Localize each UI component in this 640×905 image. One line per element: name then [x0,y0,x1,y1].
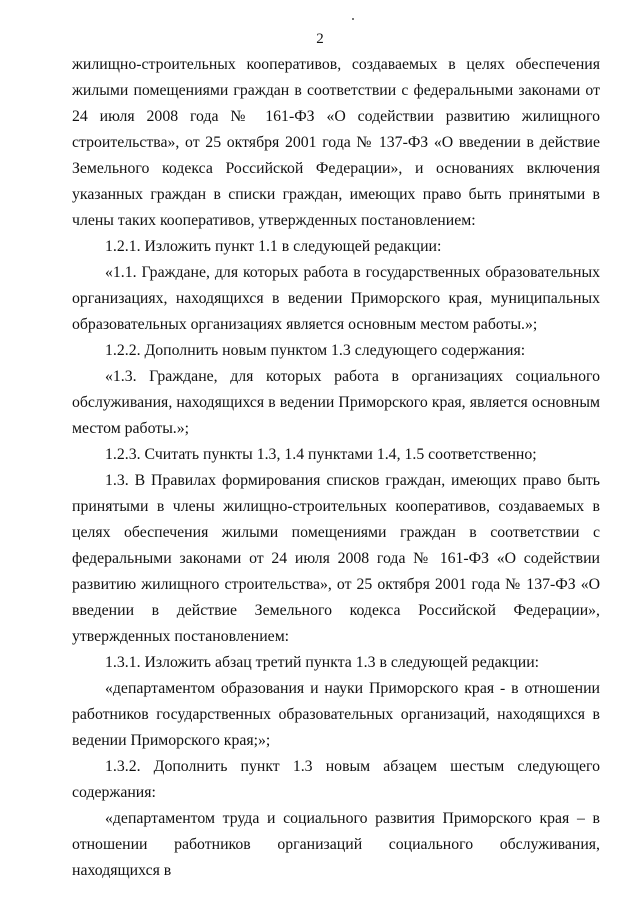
paragraph-quote-1-3: «1.3. Граждане, для которых работа в организациях социального обслуживания, находящихся в ведении Приморского края, является основным местом работы.»; [72,368,600,437]
paragraph-1-2-2: 1.2.2. Дополнить новым пунктом 1.3 следующего содержания: [105,342,526,359]
scan-mark [352,18,354,20]
document-body [72,52,600,884]
paragraph-quote-dept-labor: «департаментом труда и социального развития Приморского края – в отношении работников организаций социального обслуживания, находящихся в [72,810,600,879]
paragraph-1-3-2: 1.3.2. Дополнить пункт 1.3 новым абзацем шестым следующего содержания: [72,758,600,801]
page-number: 2 [316,31,324,47]
paragraph-1-2-3: 1.2.3. Считать пункты 1.3, 1.4 пунктами 1.4, 1.5 соответственно; [105,446,537,463]
paragraph-1-3-1: 1.3.1. Изложить абзац третий пункта 1.3 в следующей редакции: [105,654,540,671]
paragraph-continuation: жилищно-строительных кооперативов, создаваемых в целях обеспечения жилыми помещениями граждан в соответствии с федеральными законами от 24 июля 2008 года № 161-ФЗ «О содействии развитию жилищного строительства», от 25 октября 2001 года № 137-ФЗ «О введении в действие Земельного кодекса Российской Федерации», и основаниях включения указанных граждан в списки граждан, имеющих право быть принятыми в члены таких кооперативов, утвержденных постановлением: [72,56,600,229]
paragraph-quote-1-1: «1.1. Граждане, для которых работа в государственных образовательных организациях, находящихся в ведении Приморского края, муниципальных образовательных организациях является основным местом работы.»; [72,264,600,333]
paragraph-1-2-1: 1.2.1. Изложить пункт 1.1 в следующей редакции: [105,238,442,255]
paragraph-1-3: 1.3. В Правилах формирования списков граждан, имеющих право быть принятыми в члены жилищно-строительных кооперативов, создаваемых в целях обеспечения жилыми помещениями граждан в соответствии с федеральными законами от 24 июля 2008 года № 161-ФЗ «О содействии развитию жилищного строительства», от 25 октября 2001 года № 137-ФЗ «О введении в действие Земельного кодекса Российской Федерации», утвержденных постановлением: [72,472,600,645]
paragraph-quote-dept-education: «департаментом образования и науки Приморского края - в отношении работников государственных образовательных организаций, находящихся в ведении Приморского края;»; [72,680,600,749]
